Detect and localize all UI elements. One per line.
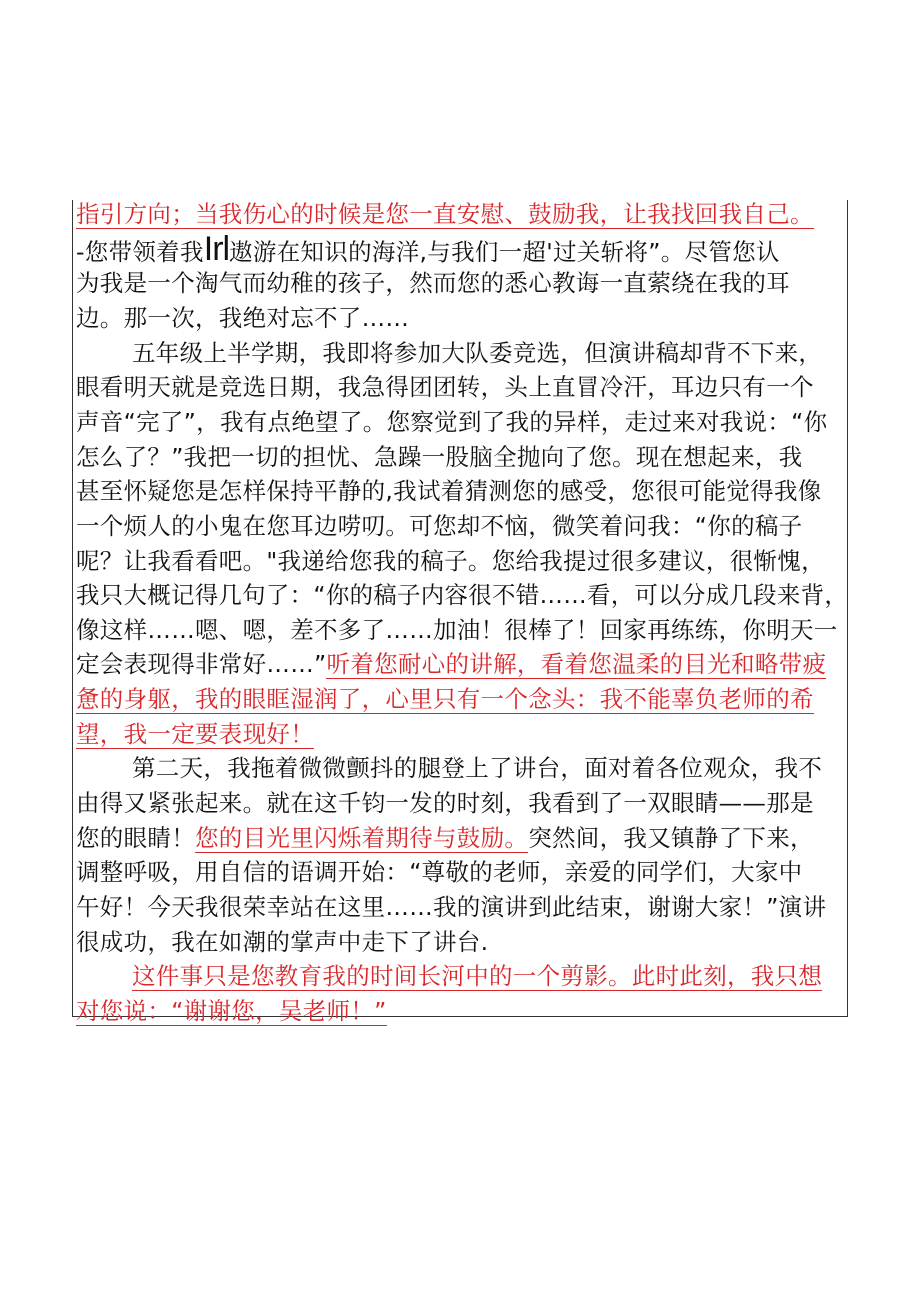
text-segment: 我只大概记得几句了：“你的稿子内容很不错……看，可以分成几段来背， — [76, 581, 849, 610]
text-line — [76, 889, 826, 925]
text-line — [76, 820, 814, 856]
highlighted-sentence: 望，我一定要表现好！ — [76, 719, 314, 748]
text-segment: Irl — [203, 229, 230, 268]
text-line — [76, 473, 822, 509]
text-segment: 为我是一个淘气而幼稚的孩子，然而您的悉心教诲一直萦绕在我的耳 — [76, 269, 790, 298]
text-line — [132, 958, 822, 994]
text-segment: 边。那一次，我绝对忘不了…… — [76, 303, 410, 332]
text-segment: 很成功，我在如潮的掌声中走下了讲台. — [76, 927, 489, 956]
text-line — [76, 439, 802, 475]
text-segment: 甚至怀疑您是怎样保持平静的,我试着猜测您的感受，您很可能觉得我像 — [76, 477, 822, 506]
highlighted-sentence: 您的目光里闪烁着期待与鼓励。 — [195, 823, 529, 852]
text-line — [76, 924, 488, 960]
text-segment: 您的眼睛！ — [76, 823, 195, 852]
text-line — [76, 300, 409, 336]
text-segment: 午好！今天我很荣幸站在这里……我的演讲到此结束，谢谢大家！”演讲 — [76, 893, 827, 921]
text-line — [76, 716, 314, 752]
text-segment: 眼看明天就是竞选日期，我急得团团转，头上直冒冷汗，耳边只有一个 — [76, 373, 814, 402]
text-line — [76, 231, 780, 267]
text-line — [76, 993, 387, 1029]
text-line — [132, 750, 822, 786]
highlighted-sentence: 对您说：“谢谢您，吴老师！” — [76, 996, 387, 1025]
text-line — [76, 265, 790, 301]
text-segment: 遨游在知识的海洋,与我们一超'过关斩将”。尽管您认 — [229, 237, 780, 266]
text-line — [76, 543, 825, 579]
text-segment: 声音“完了”，我有点绝望了。您察觉到了我的异样，走过来对我说：“你 — [76, 407, 828, 436]
text-segment: 一个烦人的小鬼在您耳边唠叨。可您却不恼，微笑着问我：“你的稿子 — [76, 511, 803, 540]
text-segment: 调整呼吸，用自信的语调开始：“尊敬的老师，亲爱的同学们，大家中 — [76, 858, 803, 887]
text-line — [76, 681, 814, 717]
text-line — [76, 577, 848, 613]
text-segment: 第二天，我拖着微微颤抖的腿登上了讲台，面对着各位观众，我不 — [132, 754, 823, 783]
text-line — [132, 335, 822, 371]
text-line — [76, 646, 826, 682]
text-line — [76, 508, 802, 544]
text-line — [76, 369, 814, 405]
highlighted-sentence: 这件事只是您教育我的时间长河中的一个剪影。此时此刻，我只想 — [132, 962, 823, 991]
text-segment: 五年级上半学期，我即将参加大队委竞选，但演讲稿却背不下来， — [132, 338, 823, 367]
text-line — [76, 612, 838, 648]
text-segment: -您带领着我 — [76, 237, 204, 266]
text-line — [76, 404, 827, 440]
highlighted-sentence: 惫的身躯，我的眼眶湿润了，心里只有一个念头：我不能辜负老师的希 — [76, 685, 814, 714]
text-segment: 定会表现得非常好……” — [76, 650, 327, 679]
text-segment: 像这样……嗯、嗯，差不多了……加油！很棒了！回家再练练，你明天一 — [76, 615, 838, 644]
text-line — [76, 854, 802, 890]
text-segment: 由得又紧张起来。就在这千钧一发的时刻，我看到了一双眼睛——那是 — [76, 789, 814, 818]
highlighted-sentence: 听着您耐心的讲解，看着您温柔的目光和略带疲 — [326, 650, 827, 679]
highlighted-sentence: 指引方向；当我伤心的时候是您一直安慰、鼓励我，让我找回我自己。 — [76, 200, 814, 228]
text-line — [76, 196, 814, 232]
text-segment: 怎么了？”我把一切的担忧、急躁一股脑全抛向了您。现在想起来，我 — [76, 442, 803, 471]
text-line — [76, 785, 814, 821]
text-segment: 呢？让我看看吧。"我递给您我的稿子。您给我提过很多建议，很惭愧， — [76, 546, 825, 575]
text-segment: 突然间，我又镇静了下来， — [528, 823, 814, 852]
